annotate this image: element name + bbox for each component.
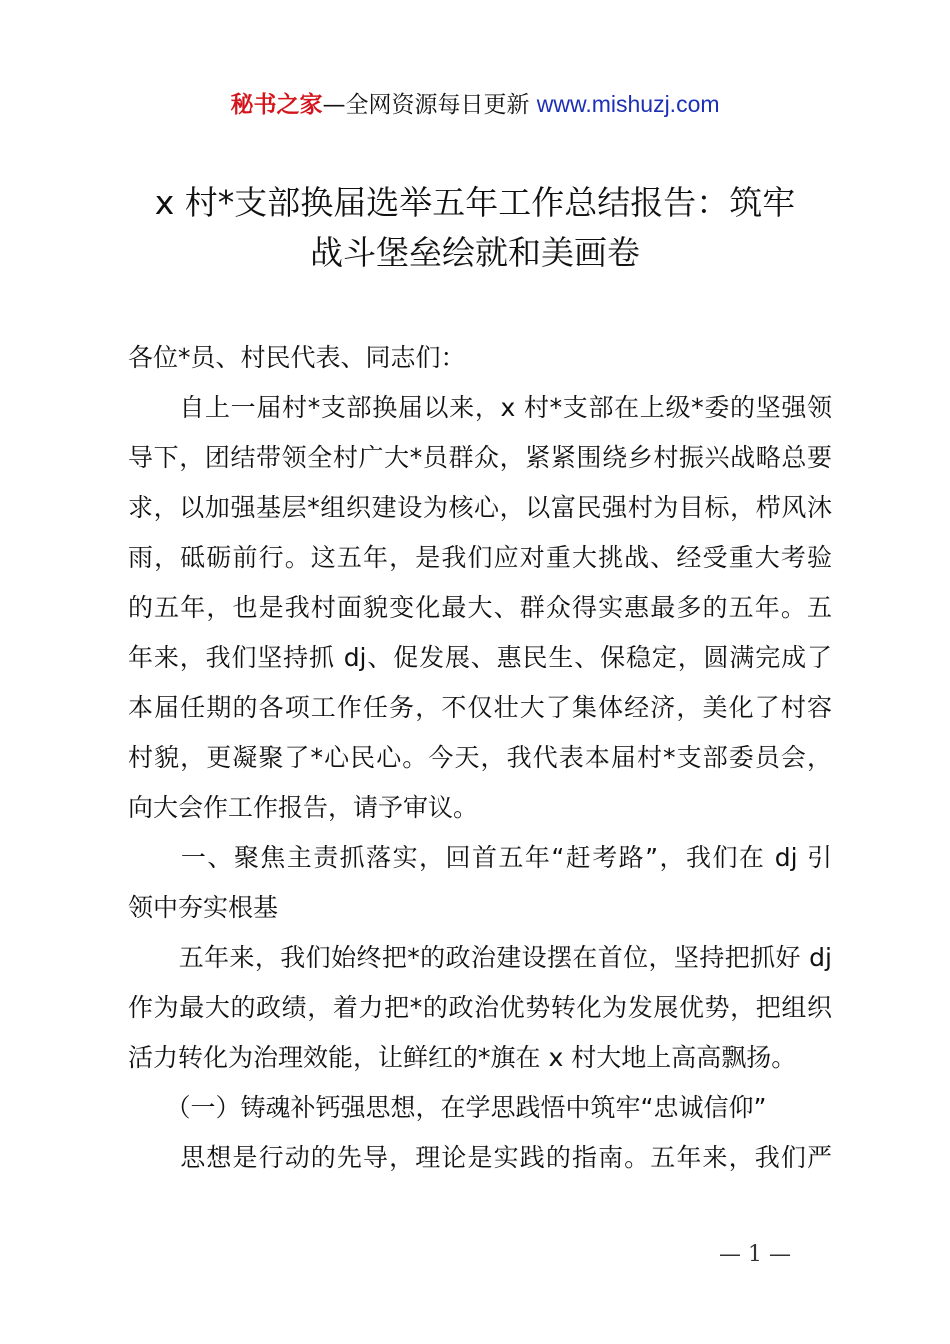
body-line: 导下，团结带领全村广大*员群众，紧紧围绕乡村振兴战略总要 [128, 443, 832, 472]
body-line: 本届任期的各项工作任务，不仅壮大了集体经济，美化了村容 [128, 693, 832, 722]
body-line: 思想是行动的先导，理论是实践的指南。五年来，我们严 [128, 1143, 832, 1172]
body-line: 活力转化为治理效能，让鲜红的*旗在 x 村大地上高高飘扬。 [128, 1043, 797, 1072]
body-line: 村貌，更凝聚了*心民心。今天，我代表本届村*支部委员会， [128, 743, 832, 772]
body-line: 自上一届村*支部换届以来，x 村*支部在上级*委的坚强领 [128, 393, 832, 422]
site-header [0, 86, 950, 123]
site-name: 秘书之家 [230, 92, 323, 118]
section-heading-line: 一、聚焦主责抓落实，回首五年“赶考路”，我们在 dj 引 [128, 843, 832, 872]
body-line: 雨，砥砺前行。这五年，是我们应对重大挑战、经受重大考验 [128, 543, 832, 572]
title-line-1: x 村*支部换届选举五年工作总结报告：筑牢 [154, 183, 796, 222]
body-line: 求，以加强基层*组织建设为核心，以富民强村为目标，栉风沐 [128, 493, 832, 522]
site-url-link[interactable]: www.mishuzj.com [536, 91, 720, 117]
title-line-2: 战斗堡垒绘就和美画卷 [310, 233, 640, 272]
body-line: 的五年，也是我村面貌变化最大、群众得实惠最多的五年。五 [128, 593, 832, 622]
section-heading-line: 领中夯实根基 [128, 893, 279, 922]
salutation: 各位*员、村民代表、同志们： [128, 343, 466, 372]
body-line: 作为最大的政绩，着力把*的政治优势转化为发展优势，把组织 [128, 993, 832, 1022]
page-number: — 1 — [719, 1242, 791, 1267]
body-line: 年来，我们坚持抓 dj、促发展、惠民生、保稳定，圆满完成了 [128, 643, 832, 672]
body-line: 五年来，我们始终把*的政治建设摆在首位，坚持把抓好 dj [128, 943, 832, 972]
site-tagline: —全网资源每日更新 [322, 92, 537, 118]
subsection-heading: （一）铸魂补钙强思想，在学思践悟中筑牢“忠诚信仰” [128, 1093, 767, 1122]
body-line: 向大会作工作报告，请予审议。 [128, 793, 479, 822]
document-title [100, 178, 850, 278]
document-body [128, 333, 832, 1183]
